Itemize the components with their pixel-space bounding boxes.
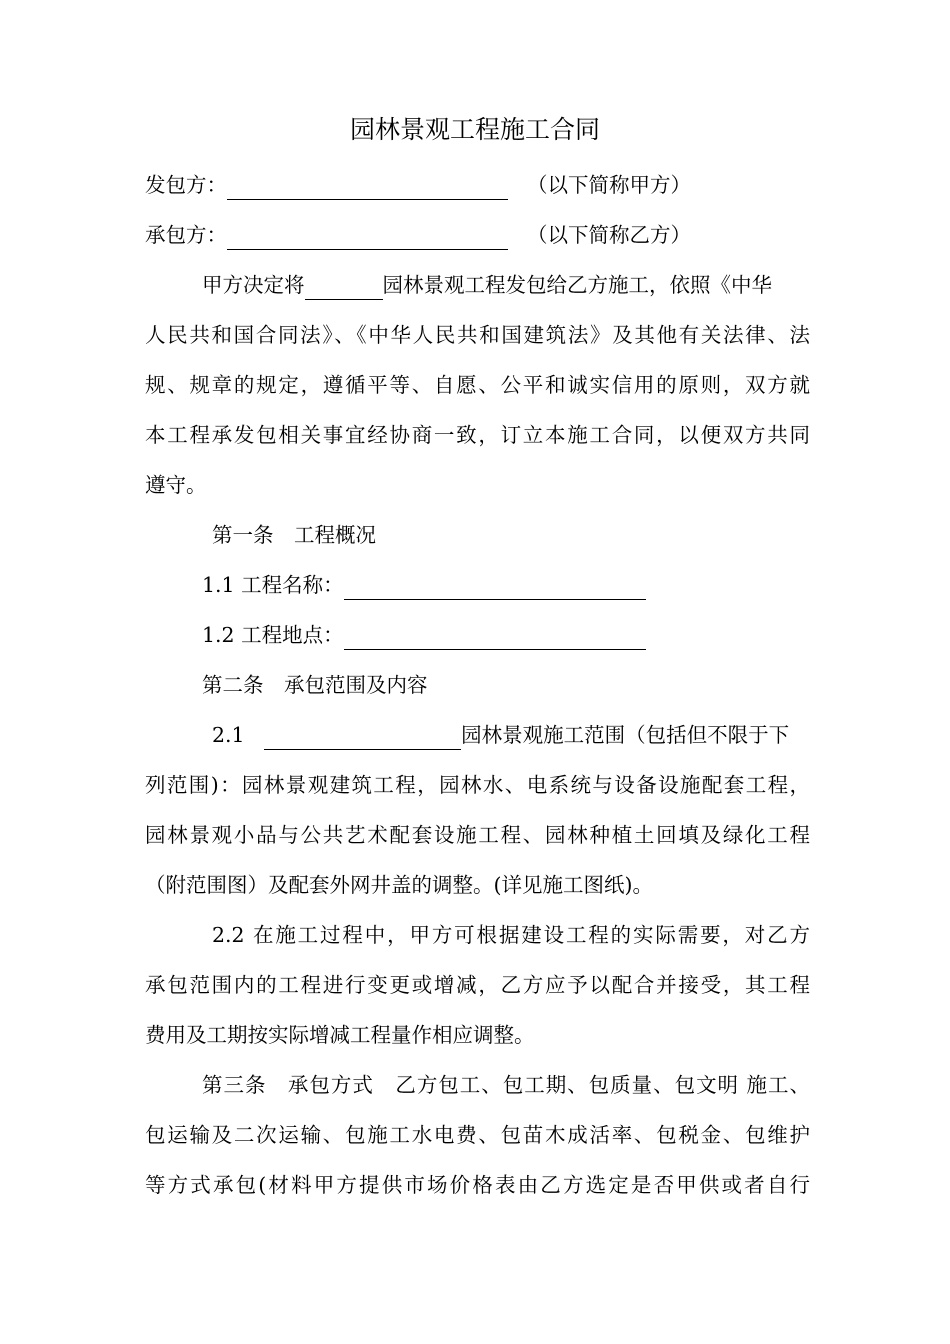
intro-line-4: 本工程承发包相关事宜经协商一致，订立本施工合同，以便双方共同 xyxy=(145,423,810,447)
party-b-note: （以下简称乙方） xyxy=(527,223,691,247)
intro-line-3: 规、规章的规定，遵循平等、自愿、公平和诚实信用的原则，双方就 xyxy=(145,373,810,397)
article2-p1-line-3: 园林景观小品与公共艺术配套设施工程、园林种植土回填及绿化工程 xyxy=(145,823,810,847)
project-location-blank xyxy=(344,625,646,650)
project-name-label: 1.1 工程名称： xyxy=(202,573,344,597)
article2-p2-line-2: 承包范围内的工程进行变更或增减，乙方应予以配合并接受，其工程 xyxy=(145,973,810,997)
article3-line-1: 第三条 承包方式 乙方包工、包工期、包质量、包文明 施工、 xyxy=(202,1073,810,1097)
article2-p2-line-1: 2.2 在施工过程中，甲方可根据建设工程的实际需要，对乙方 xyxy=(212,923,810,947)
party-a-note: （以下简称甲方） xyxy=(527,173,691,197)
party-b-label: 承包方： xyxy=(145,223,227,247)
scope-blank xyxy=(264,725,461,750)
party-a-blank xyxy=(227,175,508,200)
party-b-blank xyxy=(227,225,508,250)
intro-line-5: 遵守。 xyxy=(145,473,207,497)
article3-line-3: 等方式承包(材料甲方提供市场价格表由乙方选定是否甲供或者自行 xyxy=(145,1173,810,1197)
intro-line-2: 人民共和国合同法》、《中华人民共和国建筑法》及其他有关法律、法 xyxy=(145,323,810,347)
article2-p1-line-2: 列范围)：园林景观建筑工程，园林水、电系统与设备设施配套工程， xyxy=(145,773,810,797)
article1-item2 xyxy=(202,618,867,652)
intro-l1-pre: 甲方决定将 xyxy=(202,273,305,297)
article1-item1 xyxy=(202,568,867,602)
intro-l1-post: 园林景观工程发包给乙方施工，依照《中华 xyxy=(382,273,772,297)
party-b-line xyxy=(145,218,810,252)
intro-line-1 xyxy=(202,268,810,302)
project-blank xyxy=(305,275,383,300)
article2-p2-line-3: 费用及工期按实际增减工程量作相应调整。 xyxy=(145,1023,535,1047)
clause-2-1-text: 园林景观施工范围（包括但不限于下 xyxy=(461,723,790,747)
article2-p1-line-4: （附范围图）及配套外网井盖的调整。(详见施工图纸)。 xyxy=(145,873,653,897)
clause-2-1-number: 2.1 xyxy=(212,723,245,747)
party-a-line xyxy=(145,168,810,202)
party-a-label: 发包方： xyxy=(145,173,227,197)
article1-heading: 第一条 工程概况 xyxy=(212,523,376,547)
article2-p1-line-1 xyxy=(212,718,810,752)
project-location-label: 1.2 工程地点： xyxy=(202,623,344,647)
article3-line-2: 包运输及二次运输、包施工水电费、包苗木成活率、包税金、包维护 xyxy=(145,1123,810,1147)
document-title: 园林景观工程施工合同 xyxy=(349,115,600,144)
article2-heading: 第二条 承包范围及内容 xyxy=(202,673,428,697)
project-name-blank xyxy=(344,575,646,600)
